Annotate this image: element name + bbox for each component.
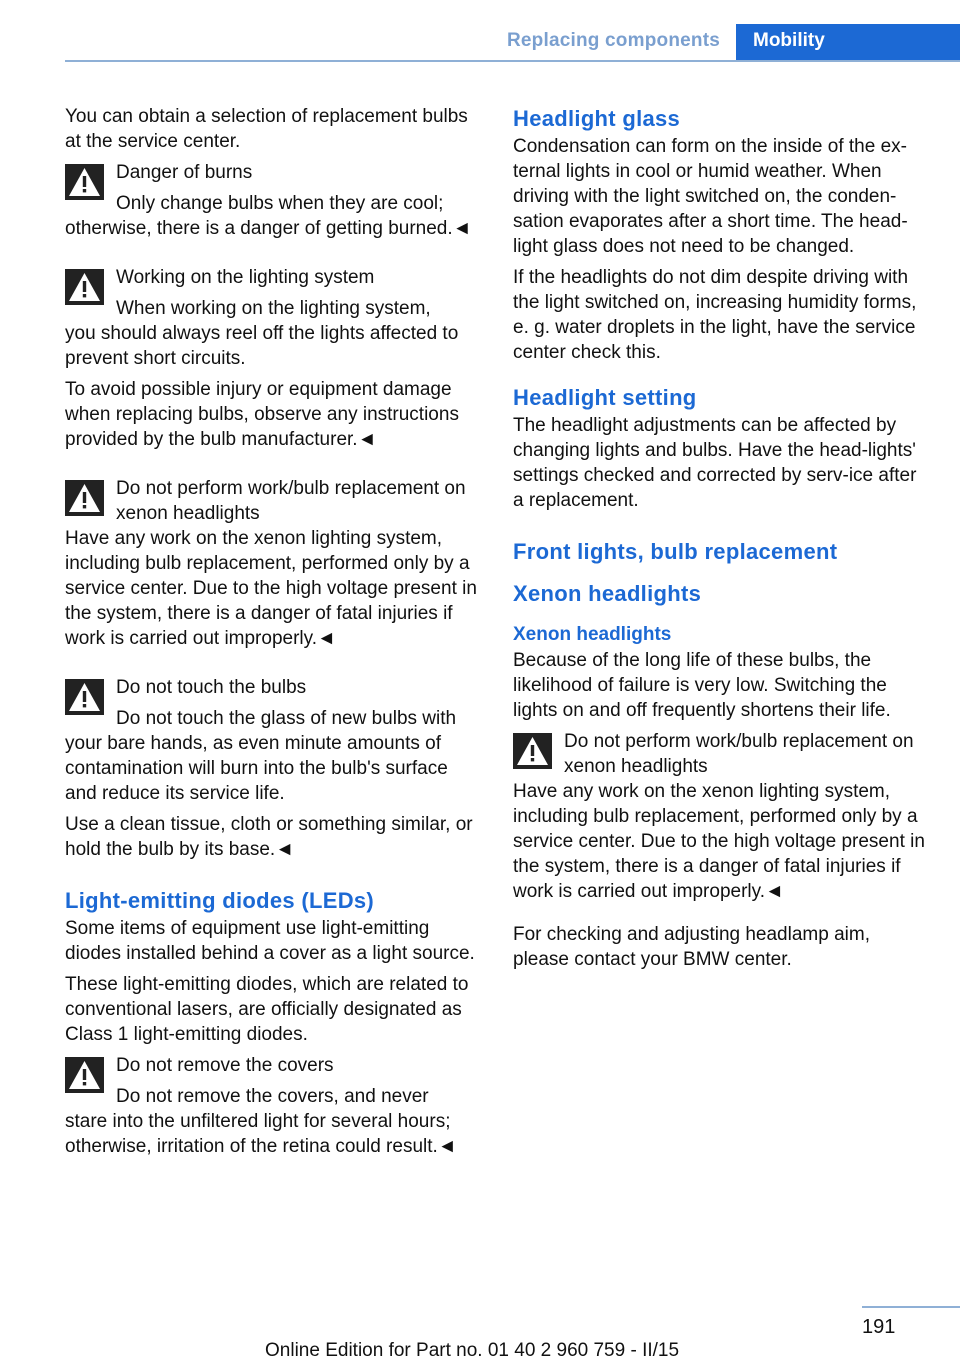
paragraph: For checking and adjusting headlamp aim, please contact your BMW center.: [513, 924, 870, 970]
section-heading-headlight-glass: Headlight glass: [513, 106, 681, 131]
warning-text-cont: Use a clean tissue, cloth or something similar, or hold the bulb by its base.◄: [65, 814, 473, 860]
warning-text-cont: you should always reel off the lights affected to prevent short circuits.: [65, 323, 459, 369]
warning-title: Do not perform work/bulb replacement on xenon headlights: [116, 478, 466, 524]
warning-xenon: [65, 476, 483, 526]
warning-lighting-system: [65, 265, 483, 321]
section-heading-headlight-setting: Headlight setting: [513, 385, 697, 410]
warning-burns: [65, 160, 483, 216]
header-section-title: Replacing components: [506, 30, 720, 51]
paragraph: Because of the long life of these bulbs, the likelihood of failure is very low. Switching the lights on and off frequently shortens their life.: [513, 650, 891, 721]
warning-covers: [65, 1053, 483, 1109]
warning-triangle-icon: [65, 164, 104, 200]
warning-title: Do not touch the bulbs: [116, 677, 307, 698]
intro-paragraph: You can obtain a selection of replacement bulbs at the service center.: [65, 106, 468, 152]
warning-triangle-icon: [65, 269, 104, 305]
warning-triangle-icon: [65, 679, 104, 715]
warning-title: Do not perform work/bulb replacement on xenon headlights: [564, 731, 914, 777]
warning-title: Working on the lighting system: [116, 267, 375, 288]
warning-text: Only change bulbs when they are cool;: [116, 193, 444, 214]
warning-text: When working on the lighting system,: [116, 298, 431, 319]
section-heading-leds: Light-emitting diodes (LEDs): [65, 888, 375, 913]
paragraph: The headlight adjustments can be affected by changing lights and bulbs. Have the head-lights' settings checked and corrected by serv-ice after a replacement.: [513, 415, 917, 511]
paragraph: Some items of equipment use light-emitting diodes installed behind a cover as a light source.: [65, 918, 475, 964]
warning-text-cont: your bare hands, as even minute amounts of contamination will burn into the bulb's surface and reduce its service life.: [65, 733, 448, 804]
warning-touch-bulbs: [65, 675, 483, 731]
warning-triangle-icon: [65, 1057, 104, 1093]
paragraph: These light-emitting diodes, which are related to conventional lasers, are officially designated as Class 1 light-emitting diodes.: [65, 974, 469, 1045]
header-rule: [65, 60, 960, 62]
footer-rule: [862, 1306, 960, 1308]
paragraph: If the headlights do not dim despite driving with the light switched on, increasing humidity forms, e. g. water droplets in the light, have the service center check this.: [513, 267, 917, 363]
footer-edition: Online Edition for Part no. 01 40 2 960 759 - II/15: [265, 1340, 680, 1361]
page-number: 191: [862, 1316, 896, 1338]
section-heading-xenon: Xenon headlights: [513, 581, 702, 606]
subheading-xenon: Xenon headlights: [513, 624, 672, 645]
warning-text: Do not remove the covers, and never: [116, 1086, 429, 1107]
warning-title: Do not remove the covers: [116, 1055, 334, 1076]
warning-text-cont: otherwise, there is a danger of getting burned.◄: [65, 218, 472, 239]
warning-text-cont: To avoid possible injury or equipment damage when replacing bulbs, observe any instructions provided by the bulb manufacturer.◄: [65, 379, 459, 450]
warning-text-cont: Have any work on the xenon lighting system, including bulb replacement, performed only by a service center. Due to the high voltage present in the system, there is a danger of fatal injuries if work is carried out improperly.◄: [65, 528, 477, 649]
warning-xenon-right: [513, 729, 931, 779]
paragraph: Condensation can form on the inside of the ex-ternal lights in cool or humid weather. When driving with the light switched on, the conden-sation evaporates after a short time. The head-light glass does not need to be changed.: [513, 136, 908, 257]
left-column: [65, 104, 483, 1165]
warning-text-cont: Have any work on the xenon lighting system, including bulb replacement, performed only by a service center. Due to the high voltage present in the system, there is a danger of fatal injuries if work is carried out improperly.◄: [513, 781, 925, 902]
warning-triangle-icon: [513, 733, 552, 769]
section-heading-front-lights: Front lights, bulb replacement: [513, 539, 838, 564]
warning-title: Danger of burns: [116, 162, 253, 183]
right-column: [513, 104, 931, 978]
warning-triangle-icon: [65, 480, 104, 516]
warning-text-cont: stare into the unfiltered light for several hours; otherwise, irritation of the retina could result.◄: [65, 1111, 457, 1157]
warning-text: Do not touch the glass of new bulbs with: [116, 708, 457, 729]
header-chapter-tab: Mobility: [736, 24, 960, 62]
